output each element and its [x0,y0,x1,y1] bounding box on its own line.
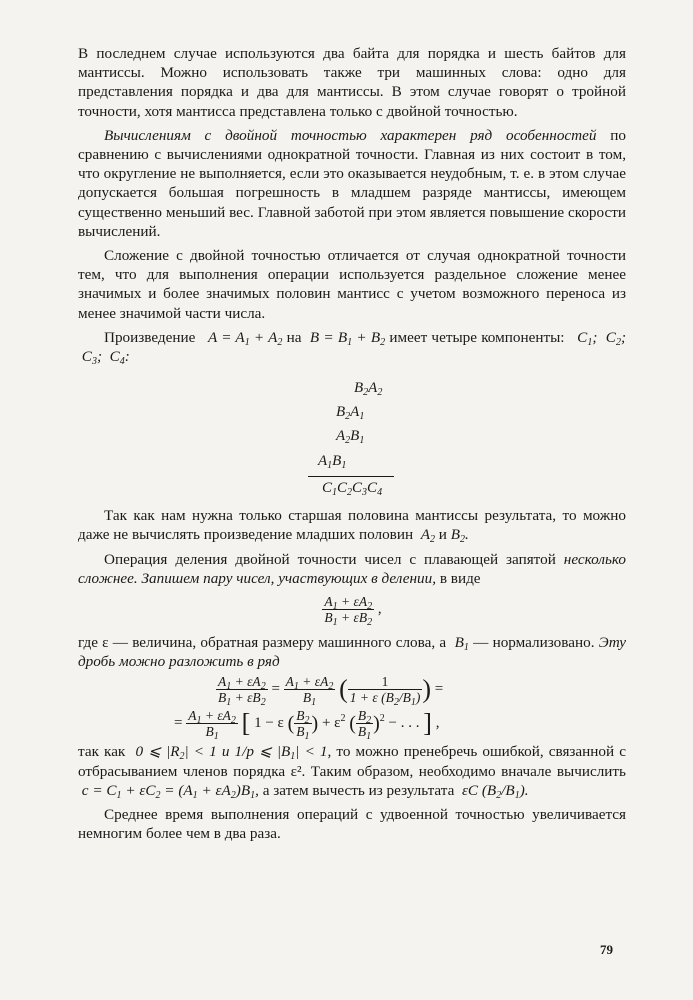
p8-text-b: то можно пренебречь ошибкой, связанной с отбрасыванием членов порядка ε². Таким образом, необходимо вначале вычислить [78,743,626,780]
paragraph-6 [78,550,626,588]
series-equation-line-2: = $\frac{A_1 + \varepsilon A_2}{B_1}$ [ 1 − ε ( $\frac{B_2}{B_1}$ ) + $\varepsilon^2$ ( $\frac{B_2}{B_1}$ )$^2$ − . . . ] , [174,708,440,743]
schema-row-a1b1: $A_1B_1$ [318,453,347,472]
schema-result: $C_1C_2C_3C_4$ [322,480,383,499]
components-list: $C_1$; $C_2$; $C_3$; $C_4$: [78,328,626,368]
fraction-pair: $\frac{A_1 + \varepsilon A_2}{B_1 + \varepsilon B_2}$ , [324,594,382,629]
p5-text: Так как нам нужна только старшая половина мантиссы результата, то можно даже не вычислять произведение младших половин [78,507,626,544]
multiplication-schema [78,376,626,500]
paragraph-1: В последнем случае используются два байта для порядка и шесть байтов для мантиссы. Можно использовать также три машинных слова: одно для представления порядка и два для мантиссы. В этом случае говорят о тройной точности, хотя мантисса представлена только с двойной точностью. [78,45,626,120]
formula-b: $B = B_1 + B_2$ [305,328,386,348]
p8-text-c: а затем вычесть из результата [262,781,455,799]
symbol-b2: $B_2$. [450,526,469,546]
p5-and: и [438,526,447,544]
p6-italic: несколько сложнее. Запишем пару чисел, участвующих в делении, [78,550,626,587]
paragraph-5 [78,506,626,544]
page-number: 79 [600,942,613,957]
symbol-a2: $A_2$ [416,526,435,546]
paragraph-4 [78,328,626,366]
p7-italic: Эту дробь можно разложить в ряд [78,634,627,671]
paragraph-2 [78,126,626,241]
fraction-a-over-b: $\frac{A_1 + \varepsilon A_2}{B_1 + \varepsilon B_2}$ [324,594,373,629]
formula-c: $c = C_1 + \varepsilon C_2 = (A_1 + \varepsilon A_2)B_1$, [78,781,259,801]
p7-text-b: — нормализовано. [473,634,595,652]
paragraph-9: Среднее время выполнения операций с удвоенной точностью увеличивается немногим более чем в два раза. [78,806,626,843]
formula-correction: εC $(B_2/B_1)$. [458,781,529,801]
schema-row-b2a1: $B_2A_1$ [336,404,365,423]
inequality: 0 ⩽ $|R_2| < 1$ и 1/p ⩽ $|B_1| < 1$, [130,743,332,763]
p4-text-a: Произведение [104,328,196,346]
formula-a: $A = A_1 + A_2$ [199,328,283,348]
paragraph-2-italic: Вычислениям с двойной точностью характерен ряд особенностей [104,126,597,144]
paragraph-3: Сложение с двойной точностью отличается от случая однократной точности тем, что для выполнения операции используется раздельное сложение менее значимых и более значимых половин мантисс с учетом возможного переноса из менее значимой части числа. [78,247,626,322]
schema-row-a2b1: $A_2B_1$ [336,428,365,447]
schema-row-b2a2: $B_2A_2$ [354,380,383,399]
paragraph-7 [78,633,626,671]
p6-text-a: Операция деления двойной точности чисел с плавающей запятой [104,550,564,568]
paragraph-8 [78,742,626,800]
p4-text-c: имеет четыре компоненты: [389,328,565,346]
page-body [78,44,626,843]
paragraph-2-rest: по сравнению с вычислениями однократной точности. Главная из них состоит в том, что округление не выполняется, если это оказывается неудобным, т. е. в этом случае допускается большая погрешность в младшем разряде мантиссы, имеющем существенно меньший вес. Главной заботой при этом является повышение скорости вычислений. [78,126,626,240]
p8-text-a: так как [78,743,126,761]
schema-rule [308,476,394,477]
p7-text-a: где ε — величина, обратная размеру машинного слова, а [78,634,447,652]
p4-text-b: на [286,328,302,346]
symbol-b1: $B_1$ [450,634,469,654]
p6-text-b: в виде [436,569,481,587]
series-equation-line-1: $\frac{A_1 + \varepsilon A_2}{B_1 + \varepsilon B_2}$ = $\frac{A_1 + \varepsilon A_2}{B_1}$ ( $\frac{1}{1 + \varepsilon (B_2/B_1)}$ ) = [218,674,444,709]
